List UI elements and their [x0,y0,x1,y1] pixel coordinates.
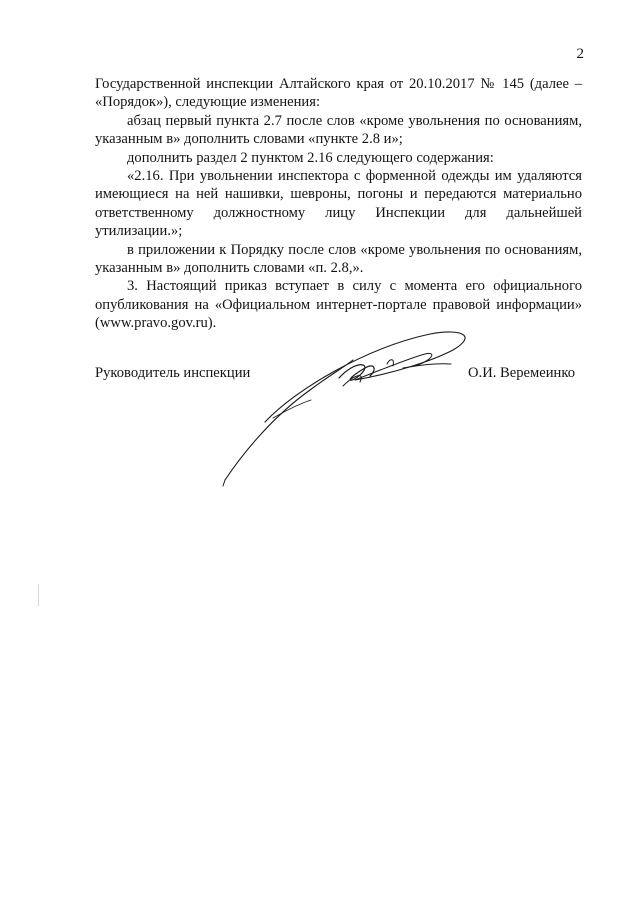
paragraph-appendix-amendment: в приложении к Порядку после слов «кроме увольнения по основаниям, указанным в» дополнить словами «п. 2.8,». [95,241,582,277]
paragraph-add-section-2-16: дополнить раздел 2 пунктом 2.16 следующего содержания: [127,149,494,166]
scan-margin-mark [38,584,39,606]
signer-position: Руководитель инспекции [95,365,251,381]
paragraph-effective-date: 3. Настоящий приказ вступает в силу с момента его официального опубликования на «Официальном интернет-портале правовой информации» (www.pravo.gov.ru). [95,278,582,332]
paragraph-amendment-2-7: абзац первый пункта 2.7 после слов «кроме увольнения по основаниям, указанным в» дополнить словами «пункте 2.8 и»; [95,112,582,148]
page-number: 2 [576,46,584,62]
paragraph-continuation: Государственной инспекции Алтайского края от 20.10.2017 № 145 (далее – «Порядок»), следующие изменения: [95,76,582,111]
paragraph-section-2-16-text: «2.16. При увольнении инспектора с форменной одежды им удаляются имеющиеся на ней нашивки, шевроны, погоны и передаются материально ответственному должностному лицу Инспекции для дальнейшей утилизации.»; [95,168,582,240]
signer-name: О.И. Веремеинко [468,365,575,381]
handwritten-signature-image [215,320,485,490]
document-body [95,75,582,333]
